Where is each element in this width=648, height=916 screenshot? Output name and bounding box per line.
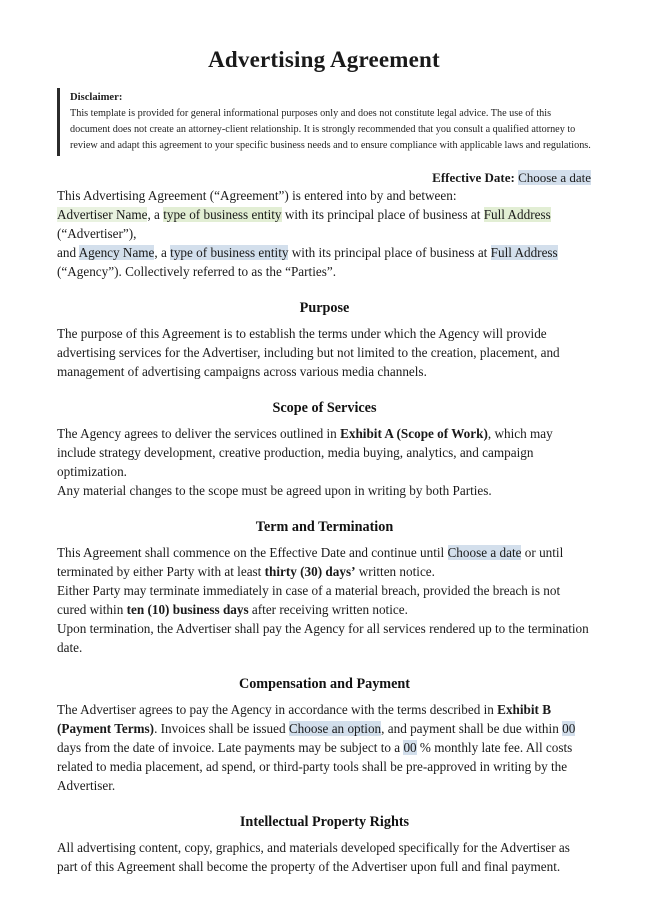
advertiser-address-field[interactable]: Full Address — [483, 206, 551, 222]
agency-lead: and — [57, 244, 79, 260]
advertiser-sep-1: , a — [147, 206, 164, 222]
term-p2-before: Either Party may terminate immediately in case of a material breach, provided the breach is not cured within — [57, 582, 561, 617]
disclaimer-text: This template is provided for general informational purposes only and does not constitute legal advice. The use of this document does not create an attorney-client relationship. It is strongly recommended that you consult a qualified attorney to review and adapt this agreement to your specific business needs and to ensure compliance with applicable laws and regulations. — [70, 108, 591, 152]
term-end-date-field[interactable]: Choose a date — [447, 544, 522, 560]
comp-p1-before: The Advertiser agrees to pay the Agency in accordance with the terms described in — [57, 701, 498, 717]
effective-date-line — [57, 170, 592, 186]
advertiser-tail: (“Advertiser”), — [57, 225, 137, 241]
term-p1-after: written notice. — [355, 563, 435, 579]
effective-date-label: Effective Date: — [432, 169, 515, 185]
advertiser-sep-2: with its principal place of business at — [281, 206, 484, 222]
section-heading-ip: Intellectual Property Rights — [239, 813, 410, 830]
scope-p1-before: The Agency agrees to deliver the services outlined in — [57, 425, 341, 441]
section-heading-compensation: Compensation and Payment — [238, 675, 411, 692]
document-body — [57, 88, 592, 876]
term-p1-mid: or until terminated by either Party with at least — [57, 544, 564, 579]
comp-exhibit-b-reference: Exhibit B (Payment Terms) — [57, 701, 552, 736]
term-cure-period: ten (10) business days — [126, 601, 249, 617]
comp-p1-mid-3: days from the date of invoice. Late payments may be subject to a — [57, 739, 404, 755]
agency-entity-field[interactable]: type of business entity — [170, 244, 289, 260]
section-heading-purpose: Purpose — [299, 299, 350, 316]
section-body-purpose: The purpose of this Agreement is to establish the terms under which the Agency will provide advertising services for the Advertiser, including but not limited to the creation, placement, and management of advertising campaigns across various media channels. — [57, 325, 560, 379]
section-body-compensation — [57, 700, 592, 795]
section-heading-term: Term and Termination — [255, 518, 394, 535]
term-p3: Upon termination, the Advertiser shall pay the Agency for all services rendered up to the termination date. — [57, 620, 589, 655]
comp-late-fee-percent-field[interactable]: 00 — [403, 739, 417, 755]
advertiser-name-field[interactable]: Advertiser Name — [57, 206, 148, 222]
comp-p1-mid-2: , and payment shall be due within — [381, 720, 563, 736]
disclaimer-block — [57, 88, 592, 156]
scope-p2: Any material changes to the scope must be agreed upon in writing by both Parties. — [57, 482, 492, 498]
agency-name-field[interactable]: Agency Name — [78, 244, 155, 260]
comp-p1-mid-1: . Invoices shall be issued — [154, 720, 289, 736]
comp-payment-days-field[interactable]: 00 — [562, 720, 576, 736]
comp-invoice-frequency-field[interactable]: Choose an option — [288, 720, 382, 736]
agency-tail: (“Agency”). Collectively referred to as the “Parties”. — [57, 263, 337, 279]
term-p1-before: This Agreement shall commence on the Effective Date and continue until — [57, 544, 448, 560]
advertiser-entity-field[interactable]: type of business entity — [163, 206, 282, 222]
agency-sep-2: with its principal place of business at — [288, 244, 491, 260]
comp-p1-mid-4: % monthly late fee. All costs related to media placement, ad spend, or third-party tools shall be pre-approved in writing by the Advertiser. — [57, 739, 573, 793]
section-body-term — [57, 543, 592, 657]
scope-exhibit-a-reference: Exhibit A (Scope of Work) — [340, 425, 488, 441]
term-notice-period: thirty (30) days’ — [264, 563, 356, 579]
section-heading-scope: Scope of Services — [272, 399, 377, 416]
effective-date-field[interactable]: Choose a date — [518, 169, 591, 185]
section-body-scope — [57, 424, 592, 500]
page-title: Advertising Agreement — [208, 47, 440, 72]
section-body-ip: All advertising content, copy, graphics, and materials developed specifically for the Advertiser as part of this Agreement shall become the property of the Advertiser upon full and final payment. — [57, 840, 570, 874]
parties-paragraph — [57, 186, 592, 281]
term-p2-after: after receiving written notice. — [248, 601, 408, 617]
parties-intro: This Advertising Agreement (“Agreement”) is entered into by and between: — [57, 187, 457, 203]
disclaimer-label: Disclaimer: — [70, 92, 123, 103]
agency-address-field[interactable]: Full Address — [490, 244, 558, 260]
agency-sep-1: , a — [154, 244, 171, 260]
scope-p1-after: , which may include strategy development, creative production, media buying, analytics, and campaign optimization. — [57, 425, 553, 479]
